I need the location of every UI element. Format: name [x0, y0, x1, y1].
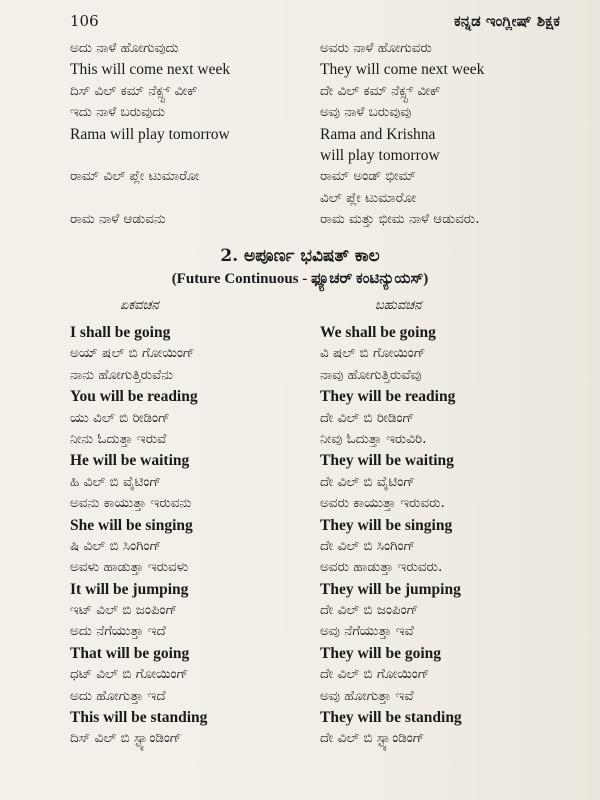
english-line: You will be reading: [70, 388, 198, 406]
kannada-line: ದೇ ವಿಲ್ ಬಿ ಸಿಂಗಿಂಗ್: [320, 537, 416, 554]
kannada-line: ದೇ ವಿಲ್ ಬಿ ಸ್ಟ್ಯಾಂಡಿಂಗ್: [320, 730, 425, 747]
kannada-line: ದಿಸ್ ವಿಲ್ ಕಮ್ ನೆಕ್ಸ್ಟ್ ವೀಕ್: [70, 82, 198, 99]
kannada-line: [70, 188, 310, 209]
kannada-line: ದೇ ವಿಲ್ ಬಿ ರೀಡಿಂಗ್: [320, 409, 415, 426]
singular-heading: ಏಕವಚನ: [120, 298, 159, 313]
english-line: They will come next week: [320, 61, 485, 79]
page-number: 106: [70, 12, 99, 30]
english-line: She will be singing: [70, 516, 193, 534]
kannada-line: ಇಟ್ ವಿಲ್ ಬಿ ಜಂಪಿಂಗ್: [70, 602, 178, 619]
kannada-line: ರಾಮ್ ಅಂಡ್ ಭೀಮ್: [320, 168, 416, 185]
kannada-line: ಧಟ್ ವಿಲ್ ಬಿ ಗೋಯಿಂಗ್: [70, 666, 189, 683]
kannada-line: ವಿಲ್ ಪ್ಲೇ ಟುಮಾರೋ: [320, 189, 416, 206]
english-line: It will be jumping: [70, 580, 189, 598]
kannada-line: ಹಿ ವಿಲ್ ಬಿ ವೈಟಿಂಗ್: [70, 473, 161, 490]
kannada-line: ನಾನು ಹೋಗುತ್ತಿರುವೆನು: [70, 366, 174, 383]
kannada-line: ಅದು ನಾಳೆ ಹೋಗುವುದು: [70, 40, 179, 56]
english-line: I shall be going: [70, 324, 171, 341]
english-line: They will be going: [320, 644, 442, 662]
kannada-line: ವಿ ಷಲ್ ಬಿ ಗೋಯಿಂಗ್: [320, 345, 426, 362]
kannada-line: ಅವು ಹೋಗುತ್ತಾ ಇವೆ: [320, 687, 414, 704]
kannada-line: [70, 145, 310, 166]
kannada-line: ನಾವು ಹೋಗುತ್ತಿರುವೆವು: [320, 366, 422, 383]
kannada-line: ನೀವು ಓದುತ್ತಾ ಇರುವಿರಿ.: [320, 430, 427, 447]
kannada-line: ದಿಸ್ ವಿಲ್ ಬಿ ಸ್ಟ್ಯಾಂಡಿಂಗ್: [70, 730, 182, 747]
kannada-line: ಅದು ಹೋಗುತ್ತಾ ಇದೆ: [70, 687, 166, 704]
kannada-line: ಅವರು ನಾಳೆ ಹೋಗುವರು: [320, 40, 432, 56]
singular-column: [70, 322, 310, 750]
kannada-line: ದೇ ವಿಲ್ ಬಿ ಜಂಪಿಂಗ್: [320, 602, 419, 619]
running-title: ಕನ್ನಡ ಇಂಗ್ಲೀಷ್ ಶಿಕ್ಷಕ: [454, 12, 560, 30]
section-title: 2. ಅಪೂರ್ಣ ಭವಿಷತ್ ಕಾಲ: [220, 246, 380, 266]
kannada-line: ಅವಳು ಹಾಡುತ್ತಾ ಇರುವಳು: [70, 559, 189, 576]
kannada-line: ರಾಮ ನಾಳೆ ಆಡುವನು: [70, 211, 166, 228]
page-header: [70, 12, 560, 34]
kannada-line: ಅವರು ಕಾಯುತ್ತಾ ಇರುವರು.: [320, 495, 445, 512]
kannada-line: ದೇ ವಿಲ್ ಬಿ ವೈಟಿಂಗ್: [320, 473, 415, 490]
english-line: He will be waiting: [70, 452, 190, 470]
kannada-line: ದೇ ವಿಲ್ ಬಿ ಗೋಯಿಂಗ್: [320, 666, 430, 683]
kannada-line: ಇದು ನಾಳೆ ಬರುವುದು: [70, 104, 166, 121]
english-line: We shall be going: [320, 324, 436, 341]
kannada-line: ಅಯ್ ಷಲ್ ಬಿ ಗೋಯಿಂಗ್: [70, 345, 195, 362]
english-line: They will be reading: [320, 388, 456, 406]
plural-heading: ಬಹುವಚನ: [375, 298, 422, 313]
english-line: They will be jumping: [320, 580, 461, 598]
english-line: They will be standing: [320, 709, 462, 727]
kannada-line: ಅದು ನೆಗೆಯುತ್ತಾ ಇದೆ: [70, 623, 166, 640]
kannada-line: ಅವು ನಾಳೆ ಬರುವುವು: [320, 104, 412, 121]
plural-column: [320, 322, 560, 750]
english-line: That will be going: [70, 644, 190, 662]
kannada-line: ರಾಮ್ ವಿಲ್ ಪ್ಲೇ ಟುಮಾರೋ: [70, 168, 200, 185]
kannada-line: ಅವು ನೆಗೆಯುತ್ತಾ ಇವೆ: [320, 623, 414, 640]
kannada-line: ದೇ ವಿಲ್ ಕಮ್ ನೆಕ್ಸ್ಟ್ ವೀಕ್: [320, 82, 441, 99]
kannada-line: ರಾಮ ಮತ್ತು ಭೀಮ ನಾಳೆ ಆಡುವರು.: [320, 211, 480, 228]
english-line: will play tomorrow: [320, 146, 440, 164]
top-left-column: [70, 38, 310, 231]
english-line: Rama and Krishna: [320, 125, 436, 143]
kannada-line: ಅವನು ಕಾಯುತ್ತಾ ಇರುವನು: [70, 495, 192, 512]
top-right-column: [320, 38, 560, 231]
kannada-line: ಅವರು ಹಾಡುತ್ತಾ ಇರುವರು.: [320, 559, 443, 576]
english-line: They will be singing: [320, 516, 453, 534]
english-line: This will be standing: [70, 709, 208, 727]
kannada-line: ನೀನು ಓದುತ್ತಾ ಇರುವೆ: [70, 430, 167, 447]
english-line: This will come next week: [70, 61, 231, 79]
kannada-line: ಷಿ ವಿಲ್ ಬಿ ಸಿಂಗಿಂಗ್: [70, 537, 162, 554]
english-line: They will be waiting: [320, 452, 454, 470]
kannada-line: ಯು ವಿಲ್ ಬಿ ರೀಡಿಂಗ್: [70, 409, 170, 426]
english-line: Rama will play tomorrow: [70, 125, 230, 143]
section-subtitle: (Future Continuous - ಫ್ಯೂಚರ್ ಕಂಟಿನ್ಯುಯಸ್): [171, 271, 429, 287]
